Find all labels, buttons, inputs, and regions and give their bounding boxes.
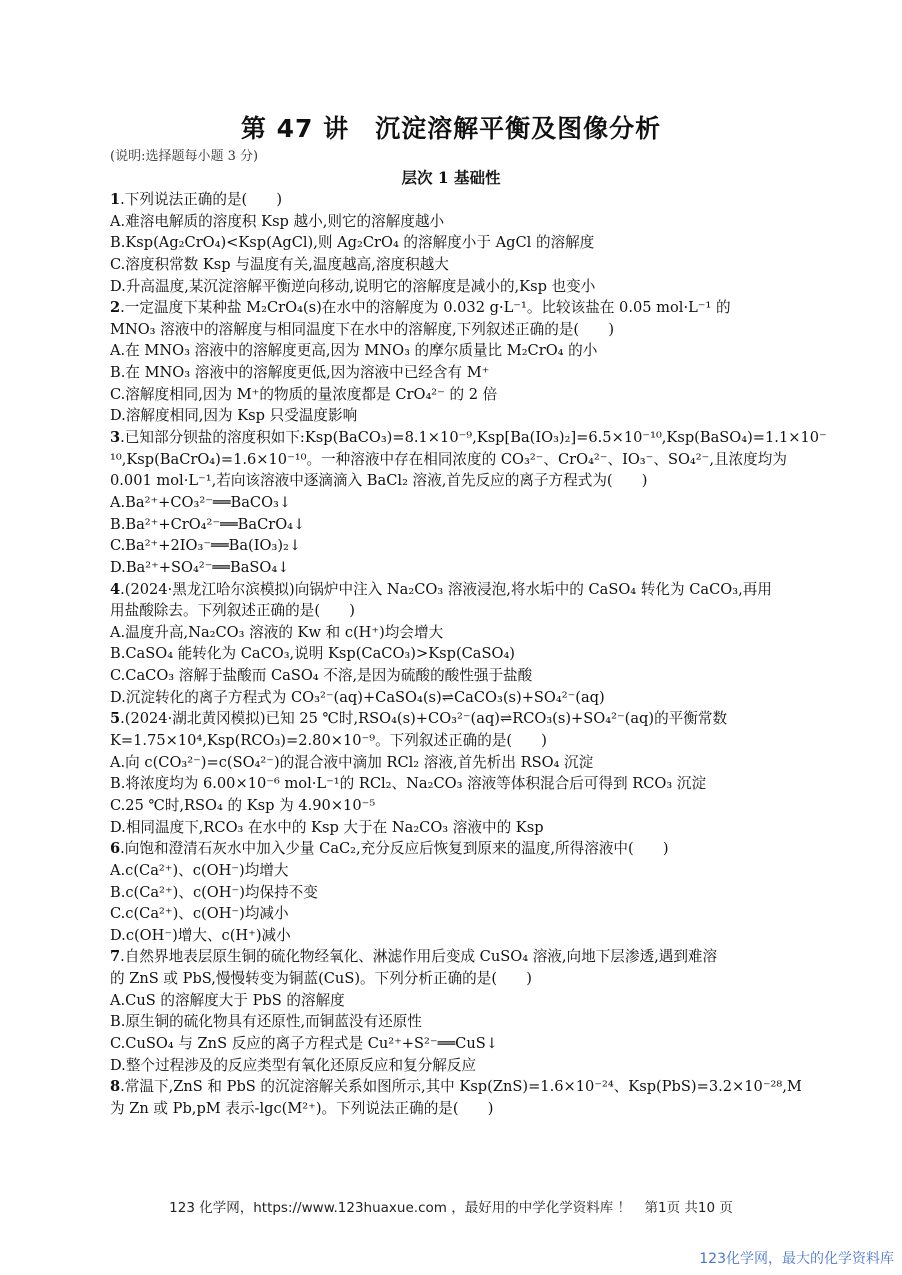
question-number: 8 — [110, 1078, 121, 1096]
line-text: B.原生铜的硫化物具有还原性,而铜蓝没有还原性 — [110, 1013, 422, 1031]
text-line — [110, 730, 800, 752]
line-text: .(2024·湖北黄冈模拟)已知 25 ℃时,RSO₄(s)+CO₃²⁻(aq)⇌RCO₃(s)+SO₄²⁻(aq)的平衡常数 — [120, 710, 728, 728]
line-text: MNO₃ 溶液中的溶解度与相同温度下在水中的溶解度,下列叙述正确的是( ) — [110, 320, 615, 338]
text-line — [110, 860, 800, 882]
line-text: A.向 c(CO₃²⁻)=c(SO₄²⁻)的混合液中滴加 RCl₂ 溶液,首先析出 RSO₄ 沉淀 — [110, 753, 594, 771]
line-text: B.CaSO₄ 能转化为 CaCO₃,说明 Ksp(CaCO₃)>Ksp(CaSO₄) — [110, 645, 516, 663]
line-text: 0.001 mol·L⁻¹,若向该溶液中逐滴滴入 BaCl₂ 溶液,首先反应的离子方程式为( ) — [110, 472, 648, 490]
line-text: D.整个过程涉及的反应类型有氧化还原反应和复分解反应 — [110, 1056, 477, 1074]
text-line — [110, 384, 800, 406]
line-text: B.Ba²⁺+CrO₄²⁻══BaCrO₄↓ — [110, 515, 306, 533]
line-text: .(2024·黑龙江哈尔滨模拟)向锅炉中注入 Na₂CO₃ 溶液浸泡,将水垢中的 CaSO₄ 转化为 CaCO₃,再用 — [120, 580, 772, 598]
question-stem-line — [110, 189, 800, 211]
question-body — [110, 189, 827, 1120]
line-text: C.c(Ca²⁺)、c(OH⁻)均减小 — [110, 905, 289, 923]
line-text: ¹⁰,Ksp(BaCrO₄)=1.6×10⁻¹⁰。一种溶液中存在相同浓度的 CO₃²⁻、CrO₄²⁻、IO₃⁻、SO₄²⁻,且浓度均为 — [110, 450, 787, 468]
text-line — [110, 557, 800, 579]
text-line — [110, 514, 800, 536]
text-line — [110, 903, 800, 925]
text-line — [110, 535, 800, 557]
question-stem-line — [110, 1076, 800, 1098]
line-text: D.溶解度相同,因为 Ksp 只受温度影响 — [110, 407, 358, 425]
line-text: .已知部分钡盐的溶度积如下:Ksp(BaCO₃)=8.1×10⁻⁹,Ksp[Ba(IO₃)₂]=6.5×10⁻¹⁰,Ksp(BaSO₄)=1.1×10⁻ — [120, 429, 827, 447]
question-number: 1 — [110, 191, 121, 208]
line-text: C.25 ℃时,RSO₄ 的 Ksp 为 4.90×10⁻⁵ — [110, 796, 376, 814]
line-text: B.Ksp(Ag₂CrO₄)<Ksp(AgCl),则 Ag₂CrO₄ 的溶解度小于 AgCl 的溶解度 — [110, 234, 595, 252]
question-stem-line — [110, 838, 800, 860]
line-text: K=1.75×10⁴,Ksp(RCO₃)=2.80×10⁻⁹。下列叙述正确的是( ) — [110, 732, 547, 750]
scoring-note: (说明:选择题每小题 3 分) — [110, 149, 259, 164]
text-line — [110, 1098, 800, 1120]
line-text: C.溶度积常数 Ksp 与温度有关,温度越高,溶度积越大 — [110, 255, 449, 273]
line-text: .常温下,ZnS 和 PbS 的沉淀溶解关系如图所示,其中 Ksp(ZnS)=1.6×10⁻²⁴、Ksp(PbS)=3.2×10⁻²⁸,M — [120, 1078, 802, 1096]
text-line — [110, 1055, 800, 1077]
text-line — [110, 211, 800, 233]
text-line — [110, 925, 800, 947]
line-text: 的 ZnS 或 PbS,慢慢转变为铜蓝(CuS)。下列分析正确的是( ) — [110, 970, 532, 988]
line-text: A.温度升高,Na₂CO₃ 溶液的 Kw 和 c(H⁺)均会增大 — [110, 623, 444, 641]
question-number: 5 — [110, 710, 121, 728]
line-text: .自然界地表层原生铜的硫化物经氧化、淋滤作用后变成 CuSO₄ 溶液,向地下层渗透,遇到难溶 — [120, 948, 718, 966]
page-footer: 123 化学网，https://www.123huaxue.com ，最好用的中学化学资料库 ！ 第1页 共10 页 — [169, 1200, 733, 1216]
line-text: A.Ba²⁺+CO₃²⁻══BaCO₃↓ — [110, 493, 292, 511]
text-line — [110, 492, 800, 514]
line-text: C.溶解度相同,因为 M⁺的物质的量浓度都是 CrO₄²⁻ 的 2 倍 — [110, 385, 498, 403]
text-line — [110, 990, 800, 1012]
line-text: C.Ba²⁺+2IO₃⁻══Ba(IO₃)₂↓ — [110, 537, 302, 555]
text-line — [110, 665, 800, 687]
text-line — [110, 687, 800, 709]
line-text: .一定温度下某种盐 M₂CrO₄(s)在水中的溶解度为 0.032 g·L⁻¹。比较该盐在 0.05 mol·L⁻¹ 的 — [120, 299, 731, 317]
line-text: D.相同温度下,RCO₃ 在水中的 Ksp 大于在 Na₂CO₃ 溶液中的 Ksp — [110, 818, 544, 836]
line-text: D.沉淀转化的离子方程式为 CO₃²⁻(aq)+CaSO₄(s)⇌CaCO₃(s)+SO₄²⁻(aq) — [110, 688, 605, 706]
line-text: .下列说法正确的是( ) — [120, 191, 283, 208]
question-stem-line — [110, 946, 800, 968]
line-text: D.升高温度,某沉淀溶解平衡逆向移动,说明它的溶解度是减小的,Ksp 也变小 — [110, 277, 596, 295]
question-stem-line — [110, 579, 800, 601]
line-text: A.在 MNO₃ 溶液中的溶解度更高,因为 MNO₃ 的摩尔质量比 M₂CrO₄ 的小 — [110, 342, 598, 360]
text-line — [110, 276, 800, 298]
line-text: C.CaCO₃ 溶解于盐酸而 CaSO₄ 不溶,是因为硫酸的酸性强于盐酸 — [110, 667, 533, 685]
text-line — [110, 600, 800, 622]
line-text: B.将浓度均为 6.00×10⁻⁶ mol·L⁻¹的 RCl₂、Na₂CO₃ 溶液等体积混合后可得到 RCO₃ 沉淀 — [110, 775, 707, 793]
line-text: D.Ba²⁺+SO₄²⁻══BaSO₄↓ — [110, 558, 290, 576]
question-stem-line — [110, 427, 827, 449]
line-text: 为 Zn 或 Pb,pM 表示-lgc(M²⁺)。下列说法正确的是( ) — [110, 1099, 494, 1117]
line-text: B.在 MNO₃ 溶液中的溶解度更低,因为溶液中已经含有 M⁺ — [110, 364, 490, 382]
text-line — [110, 817, 800, 839]
question-stem-line — [110, 297, 800, 319]
line-text: C.CuSO₄ 与 ZnS 反应的离子方程式是 Cu²⁺+S²⁻══CuS↓ — [110, 1034, 498, 1052]
text-line — [110, 1011, 800, 1033]
text-line — [110, 773, 800, 795]
text-line — [110, 643, 800, 665]
line-text: .向饱和澄清石灰水中加入少量 CaC₂,充分反应后恢复到原来的温度,所得溶液中( ) — [120, 840, 669, 858]
text-line — [110, 882, 800, 904]
question-stem-line — [110, 708, 800, 730]
question-number: 3 — [110, 429, 121, 447]
text-line — [110, 405, 800, 427]
line-text: A.c(Ca²⁺)、c(OH⁻)均增大 — [110, 861, 289, 879]
line-text: 用盐酸除去。下列叙述正确的是( ) — [110, 602, 355, 620]
text-line — [110, 232, 800, 254]
site-watermark: 123化学网，最大的化学资料库 — [699, 1251, 894, 1267]
line-text: A.难溶电解质的溶度积 Ksp 越小,则它的溶解度越小 — [110, 212, 445, 230]
line-text: B.c(Ca²⁺)、c(OH⁻)均保持不变 — [110, 883, 318, 901]
text-line — [110, 319, 800, 341]
text-line — [110, 752, 800, 774]
question-number: 7 — [110, 948, 121, 966]
text-line — [110, 449, 800, 471]
text-line — [110, 622, 800, 644]
text-line — [110, 254, 800, 276]
question-number: 6 — [110, 840, 121, 858]
text-line — [110, 362, 800, 384]
text-line — [110, 968, 800, 990]
text-line — [110, 470, 800, 492]
line-text: A.CuS 的溶解度大于 PbS 的溶解度 — [110, 991, 345, 1009]
question-number: 4 — [110, 580, 121, 598]
page-title: 第 47 讲 沉淀溶解平衡及图像分析 — [240, 114, 662, 143]
text-line — [110, 1033, 800, 1055]
section-heading: 层次 1 基础性 — [401, 168, 501, 187]
text-line — [110, 795, 800, 817]
line-text: D.c(OH⁻)增大、c(H⁺)减小 — [110, 926, 291, 944]
question-number: 2 — [110, 299, 121, 317]
text-line — [110, 340, 800, 362]
